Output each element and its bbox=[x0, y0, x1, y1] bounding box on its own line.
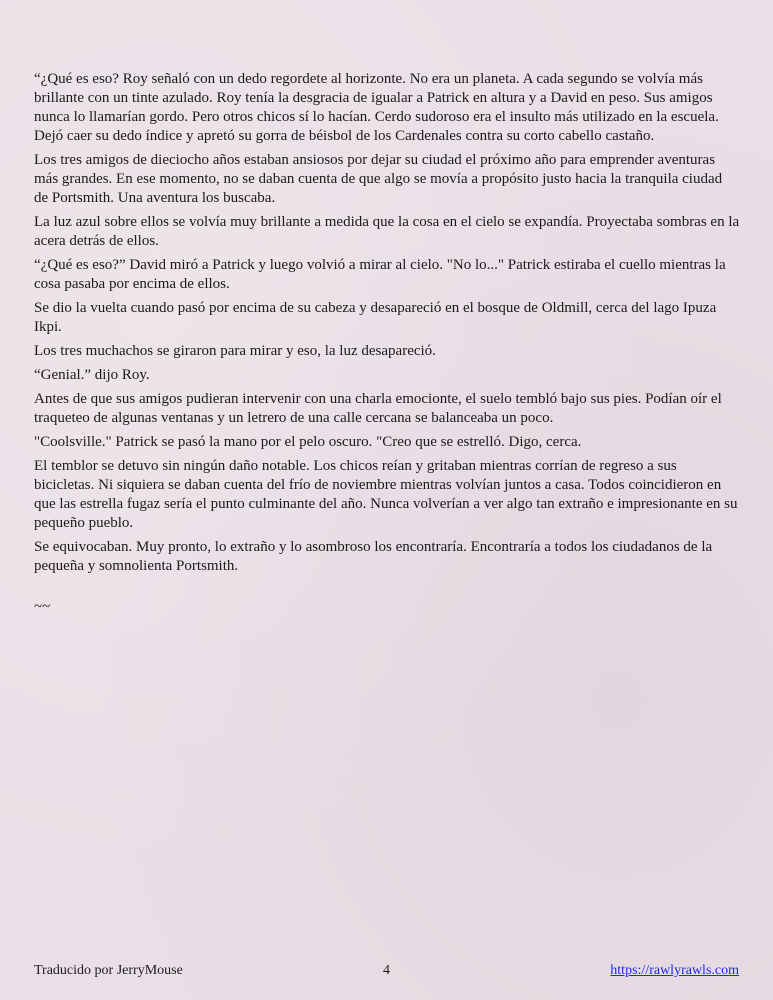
document-page bbox=[34, 70, 740, 950]
translator-credit: Traducido por JerryMouse bbox=[34, 963, 183, 978]
section-separator: ~~ bbox=[34, 599, 51, 615]
paragraph: “¿Qué es eso?” David miró a Patrick y luego volvió a mirar al cielo. "No lo..." Patrick estiraba el cuello mientras la cosa pasaba por encima de ellos. bbox=[34, 257, 726, 292]
paragraph: Se equivocaban. Muy pronto, lo extraño y lo asombroso los encontraría. Encontraría a todos los ciudadanos de la pequeña y somnolienta Portsmith. bbox=[34, 539, 713, 574]
paragraph: "Coolsville." Patrick se pasó la mano por el pelo oscuro. "Creo que se estrelló. Digo, cerca. bbox=[34, 434, 582, 450]
website-link[interactable]: https://rawlyrawls.com bbox=[610, 963, 739, 978]
paragraph: El temblor se detuvo sin ningún daño notable. Los chicos reían y gritaban mientras corrían de regreso a sus bicicletas. Ni siquiera se daban cuenta del frío de noviembre mientras volvían juntos a casa. Todos coincidieron en que las estrella fugaz sería el punto culminante del año. Nunca volverían a ver algo tan extraño e impresionante en su pequeño pueblo. bbox=[34, 458, 738, 531]
paragraph: “Genial.” dijo Roy. bbox=[34, 367, 150, 383]
paragraph: Antes de que sus amigos pudieran intervenir con una charla emocionte, el suelo tembló bajo sus pies. Podían oír el traqueteo de algunas ventanas y un letrero de una calle cercana se balanceaba un poco. bbox=[34, 391, 722, 426]
paragraph: Los tres amigos de dieciocho años estaban ansiosos por dejar su ciudad el próximo año para emprender aventuras más grandes. En ese momento, no se daban cuenta de que algo se movía a propósito justo hacia la tranquila ciudad de Portsmith. Una aventura los buscaba. bbox=[34, 152, 723, 206]
page-number: 4 bbox=[383, 963, 390, 978]
paragraph: La luz azul sobre ellos se volvía muy brillante a medida que la cosa en el cielo se expandía. Proyectaba sombras en la acera detrás de ellos. bbox=[34, 214, 740, 249]
paragraph: “¿Qué es eso? Roy señaló con un dedo regordete al horizonte. No era un planeta. A cada segundo se volvía más brillante con un tinte azulado. Roy tenía la desgracia de igualar a Patrick en altura y a David en peso. Sus amigos nunca lo llamarían gordo. Pero otros chicos sí lo hacían. Cerdo sudoroso era el insulto más utilizado en la escuela. Dejó caer su dedo índice y apretó su gorra de béisbol de los Cardenales contra su corto cabello castaño. bbox=[34, 71, 719, 144]
page-footer bbox=[34, 961, 739, 981]
paragraph: Se dio la vuelta cuando pasó por encima de su cabeza y desapareció en el bosque de Oldmill, cerca del lago Ipuza Ikpi. bbox=[34, 300, 717, 335]
paragraph: Los tres muchachos se giraron para mirar y eso, la luz desapareció. bbox=[34, 343, 436, 359]
